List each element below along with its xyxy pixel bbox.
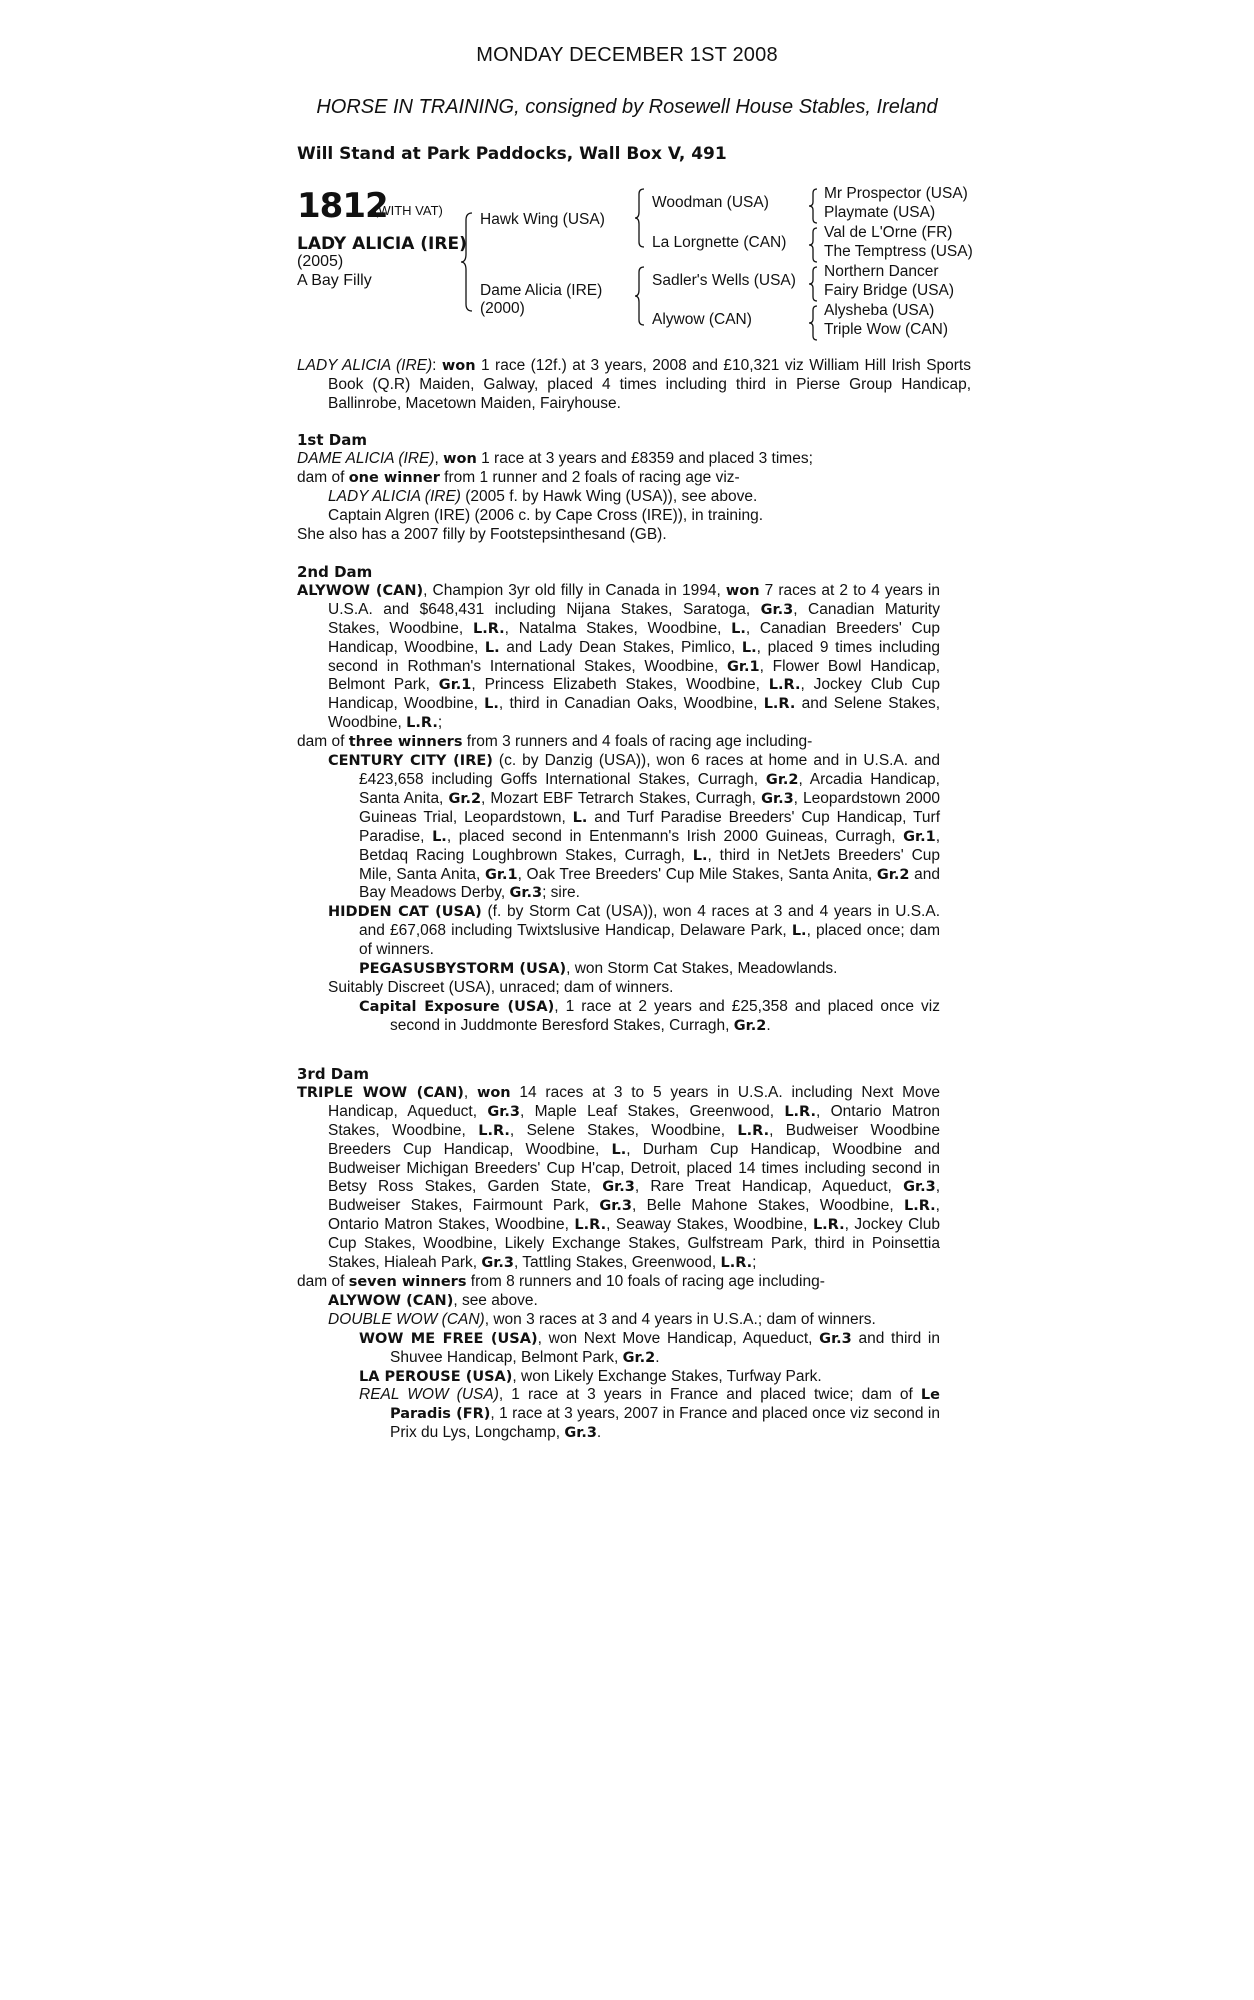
- t: , Betdaq Racing Loughbrown Stakes, Curragh,: [359, 827, 940, 864]
- pedigree-ddd: Triple Wow (CAN): [824, 321, 949, 338]
- pegasusbystorm-record: [297, 960, 940, 979]
- first-dam-text: 1 race at 3 years and £8359 and placed 3 times;: [476, 449, 813, 467]
- t: , Natalma Stakes, Woodbine,: [504, 619, 732, 637]
- t: ,: [463, 1083, 477, 1101]
- grade: Gr.3: [903, 1179, 936, 1196]
- won: won: [725, 582, 760, 599]
- wow-me-free-record: [297, 1330, 940, 1368]
- t: , won Next Move Handicap, Aqueduct,: [537, 1329, 820, 1347]
- pedigree-sds: Val de L'Orne (FR): [824, 224, 953, 241]
- produce-1-name: LADY ALICIA (IRE): [328, 487, 461, 505]
- grade: L.: [432, 828, 447, 845]
- t: , placed once; dam of winners.: [359, 922, 940, 959]
- t: and Turf Paradise Breeders' Cup Handicap, Turf Paradise,: [359, 808, 940, 845]
- grade: Gr.3: [602, 1179, 635, 1196]
- produce-1-text: (2005 f. by Hawk Wing (USA)), see above.: [460, 487, 758, 505]
- grade: L.: [572, 809, 588, 826]
- grade: L.R.: [737, 1122, 770, 1139]
- grade: Gr.1: [438, 677, 472, 694]
- grade: L.: [731, 620, 746, 637]
- t: , Princess Elizabeth Stakes, Woodbine,: [471, 676, 769, 694]
- sale-date: MONDAY DECEMBER 1ST 2008: [476, 44, 778, 66]
- first-dam-section: [297, 431, 940, 544]
- winners: three winners: [348, 734, 463, 751]
- t: dam of: [297, 1272, 349, 1290]
- t: , see above.: [453, 1291, 538, 1309]
- t: , 1 race at 3 years in France and placed twice; dam of: [498, 1386, 921, 1404]
- t: , Champion 3yr old filly in Canada in 1994,: [423, 581, 726, 599]
- pedigree-sire: Hawk Wing (USA): [480, 211, 605, 228]
- suitably-discreet-record: Suitably Discreet (USA), unraced; dam of winners.: [328, 978, 674, 996]
- vat-note: (WITH VAT): [374, 203, 443, 218]
- t: , Seaway Stakes, Woodbine,: [606, 1216, 813, 1234]
- pedigree-brace-sire: [634, 188, 646, 248]
- first-dam-produce-1: [297, 488, 940, 507]
- second-dam-produce-summary: [297, 733, 940, 752]
- first-dam-heading: 1st Dam: [297, 431, 367, 449]
- t: , placed 9 times including second in Rothman's International Stakes, Woodbine,: [328, 638, 940, 675]
- t: , Belle Mahone Stakes, Woodbine,: [631, 1197, 904, 1215]
- grade: Gr.3: [564, 1425, 597, 1442]
- grade: Gr.1: [903, 828, 936, 845]
- capital-exposure-record: [297, 998, 940, 1036]
- century-city-record: [297, 752, 940, 903]
- t: ; sire.: [542, 884, 580, 902]
- t: , Ontario Matron Stakes, Woodbine,: [328, 1102, 941, 1139]
- t: , Oak Tree Breeders' Cup Mile Stakes, Santa Anita,: [517, 865, 877, 883]
- hidden-cat-name: HIDDEN CAT (USA): [328, 904, 482, 921]
- t: , Rare Treat Handicap, Aqueduct,: [634, 1178, 904, 1196]
- grade: L.R.: [812, 1217, 845, 1234]
- t: , Tattling Stakes, Greenwood,: [513, 1254, 721, 1272]
- t: , Jockey Club Cup Handicap, Woodbine,: [328, 676, 940, 713]
- wow-me-free-name: WOW ME FREE (USA): [359, 1330, 538, 1347]
- won: won: [476, 1084, 511, 1101]
- pedigree-ssd: Playmate (USA): [824, 204, 936, 221]
- t: , Maple Leaf Stakes, Greenwood,: [519, 1102, 785, 1120]
- t: , Durham Cup Handicap, Woodbine and Budweiser Michigan Breeders' Cup H'cap, Detroit, placed 14 times including second in Betsy Ross Stakes, Garden State,: [328, 1140, 941, 1196]
- t: , Budweiser Woodbine Breeders Cup Handicap, Woodbine,: [328, 1121, 940, 1158]
- grade: Gr.3: [487, 1103, 520, 1120]
- grade: L.R.: [720, 1255, 753, 1272]
- grade: L.R.: [478, 1122, 510, 1139]
- t: , third in Canadian Oaks, Woodbine,: [498, 695, 764, 713]
- grade: Gr.2: [765, 771, 799, 788]
- third-dam-heading: 3rd Dam: [297, 1065, 369, 1083]
- grade: Gr.3: [481, 1255, 514, 1272]
- pedigree-dsd: Fairy Bridge (USA): [824, 282, 955, 299]
- t: , won 3 races at 3 and 4 years in U.S.A.; dam of winners.: [484, 1310, 876, 1328]
- second-dam-name: ALYWOW (CAN): [297, 582, 424, 599]
- pegasusbystorm-name: PEGASUSBYSTORM (USA): [359, 961, 567, 978]
- first-dam-winners: one winner: [348, 469, 440, 486]
- t: and third in Shuvee Handicap, Belmont Park,: [390, 1329, 940, 1366]
- second-dam-heading: 2nd Dam: [297, 563, 373, 581]
- t: .: [596, 1424, 602, 1442]
- capital-exposure-name: Capital Exposure (USA): [359, 998, 555, 1015]
- first-dam-won: won: [443, 450, 477, 467]
- t: from 8 runners and 10 foals of racing age including-: [466, 1272, 825, 1290]
- real-wow-name: REAL WOW (USA): [359, 1386, 499, 1404]
- t: , Ontario Matron Stakes, Woodbine,: [328, 1197, 940, 1234]
- t: , Canadian Breeders' Cup Handicap, Woodbine,: [328, 619, 940, 656]
- first-dam-name: DAME ALICIA (IRE): [297, 449, 435, 467]
- t: , Budweiser Stakes, Fairmount Park,: [328, 1178, 940, 1215]
- first-dam-produce-summary: [297, 469, 940, 488]
- pedigree-brace-ss: [808, 188, 818, 224]
- t: ;: [437, 714, 443, 732]
- pedigree-brace-main: [460, 212, 474, 312]
- grade: Gr.3: [599, 1198, 632, 1215]
- grade: L.: [741, 639, 757, 656]
- hidden-cat-record: [297, 903, 940, 960]
- pedigree-brace-sd: [808, 227, 818, 263]
- grade: L.R.: [763, 696, 796, 713]
- stand-location: Will Stand at Park Paddocks, Wall Box V, 491: [297, 144, 727, 164]
- pedigree-sire-sire: Woodman (USA): [652, 194, 769, 211]
- t: , 1 race at 3 years, 2007 in France and placed once viz second in Prix du Lys, Longchamp,: [390, 1405, 940, 1442]
- grade: L.R.: [768, 677, 801, 694]
- le-paradis-name: Le Paradis (FR): [390, 1387, 940, 1423]
- pedigree-sdd: The Temptress (USA): [824, 243, 973, 260]
- t: , Leopardstown 2000 Guineas Trial, Leopardstown,: [359, 789, 940, 826]
- double-wow-name: DOUBLE WOW (CAN): [328, 1310, 485, 1328]
- t: dam of: [297, 733, 349, 751]
- race-record: LADY ALICIA (IRE): won 1 race (12f.) at 3 years, 2008 and £10,321 viz William Hill Irish Sports Book (Q.R) Maiden, Galway, placed 4 times including third in Pierse Group Handicap, Ballinrobe, Macetown Maiden, Fairyhouse.: [297, 357, 971, 412]
- first-dam-of: dam of: [297, 468, 349, 486]
- record-won: won: [441, 358, 476, 374]
- t: , third in NetJets Breeders' Cup Mile, Santa Anita,: [359, 846, 940, 883]
- t: , placed second in Entenmann's Irish 2000 Guineas, Curragh,: [446, 827, 904, 845]
- first-dam-also: She also has a 2007 filly by Footstepsinthesand (GB).: [297, 525, 667, 543]
- third-dam-section: [297, 1065, 940, 1443]
- century-city-name: CENTURY CITY (IRE): [328, 753, 493, 770]
- t: .: [655, 1348, 660, 1366]
- second-dam-record: [297, 582, 940, 733]
- grade: L.R.: [784, 1103, 817, 1120]
- horse-description: A Bay Filly: [297, 272, 372, 289]
- t: (f. by Storm Cat (USA)), won 4 races at 3 and 4 years in U.S.A. and £67,068 including Twixtslusive Handicap, Delaware Park,: [359, 903, 940, 940]
- grade: Gr.3: [509, 885, 543, 902]
- first-dam-runners: from 1 runner and 2 foals of racing age viz-: [439, 468, 740, 486]
- third-dam-produce-summary: [297, 1273, 940, 1292]
- grade: Gr.3: [761, 790, 794, 807]
- t: , Jockey Club Cup Stakes, Woodbine, Likely Exchange Stakes, Gulfstream Park, third in Poinsettia Stakes, Hialeah Park,: [328, 1216, 940, 1272]
- t: , 1 race at 2 years and £25,358 and placed once viz second in Juddmonte Beresford Stakes, Curragh,: [390, 997, 940, 1034]
- t: .: [766, 1016, 771, 1034]
- t: ;: [752, 1254, 757, 1272]
- winners: seven winners: [348, 1273, 467, 1290]
- grade: Gr.1: [726, 658, 760, 675]
- grade: L.: [484, 639, 500, 656]
- t: , Selene Stakes, Woodbine,: [509, 1121, 738, 1139]
- grade: L.: [484, 696, 499, 713]
- grade: L.R.: [472, 620, 505, 637]
- pedigree-dam-year: (2000): [480, 300, 525, 317]
- grade: L.: [692, 847, 708, 864]
- grade: Gr.2: [876, 866, 910, 883]
- t: and Lady Dean Stakes, Pimlico,: [499, 638, 742, 656]
- t: and Bay Meadows Derby,: [359, 865, 940, 902]
- grade: Gr.3: [819, 1330, 852, 1347]
- second-dam-section: [297, 563, 940, 1036]
- double-wow-record: [297, 1311, 940, 1330]
- third-dam-record: [297, 1084, 940, 1273]
- pedigree-dam: Dame Alicia (IRE): [480, 282, 603, 299]
- grade: L.R.: [406, 715, 438, 732]
- pedigree-dds: Alysheba (USA): [824, 302, 935, 319]
- t: , Mozart EBF Tetrarch Stakes, Curragh,: [481, 789, 762, 807]
- t: (c. by Danzig (USA)), won 6 races at home and in U.S.A. and £423,658 including Goffs International Stakes, Curragh,: [359, 752, 940, 788]
- grade: L.R.: [574, 1217, 607, 1234]
- first-dam-record: DAME ALICIA (IRE), won 1 race at 3 years and £8359 and placed 3 times;: [297, 449, 813, 467]
- grade: Gr.3: [760, 601, 794, 618]
- record-text: 1 race (12f.) at 3 years, 2008 and £10,321 viz William Hill Irish Sports Book (Q.R) Maiden, Galway, placed 4 times including third in Pierse Group Handicap, Ballinrobe, Macetown Maiden, Fairyhouse.: [328, 357, 971, 412]
- horse-year: (2005): [297, 253, 344, 270]
- grade: L.: [791, 923, 807, 940]
- record-horse-name: LADY ALICIA (IRE): [297, 357, 433, 374]
- t: 7 races at 2 to 4 years in U.S.A. and $648,431 including Nijana Stakes, Saratoga,: [328, 581, 940, 618]
- t: , won Likely Exchange Stakes, Turfway Park.: [512, 1367, 822, 1385]
- pedigree-brace-dam: [634, 266, 646, 326]
- consignment-line: HORSE IN TRAINING, consigned by Rosewell House Stables, Ireland: [316, 96, 938, 118]
- grade: Gr.2: [733, 1017, 767, 1034]
- pedigree-brace-ds: [808, 266, 818, 302]
- pedigree-sire-dam: La Lorgnette (CAN): [652, 234, 787, 251]
- grade: Gr.2: [622, 1349, 656, 1366]
- t: , won Storm Cat Stakes, Meadowlands.: [566, 960, 838, 978]
- t: from 3 runners and 4 foals of racing age including-: [462, 733, 813, 751]
- pedigree-brace-dd: [808, 305, 818, 341]
- t: , Arcadia Handicap, Santa Anita,: [359, 770, 940, 807]
- alywow-record: [297, 1292, 940, 1311]
- t: 14 races at 3 to 5 years in U.S.A. including Next Move Handicap, Aqueduct,: [328, 1083, 940, 1120]
- grade: Gr.1: [484, 866, 518, 883]
- pedigree-dam-dam: Alywow (CAN): [652, 311, 752, 328]
- alywow-name: ALYWOW (CAN): [328, 1292, 454, 1309]
- pedigree-sss: Mr Prospector (USA): [824, 185, 968, 202]
- grade: Gr.2: [448, 790, 482, 807]
- pedigree-dss: Northern Dancer: [824, 263, 939, 280]
- third-dam-name: TRIPLE WOW (CAN): [297, 1084, 464, 1101]
- t: , Flower Bowl Handicap, Belmont Park,: [328, 657, 941, 694]
- la-perouse-name: LA PEROUSE (USA): [359, 1368, 513, 1385]
- grade: L.: [611, 1141, 627, 1158]
- first-dam-produce-2: Captain Algren (IRE) (2006 c. by Cape Cross (IRE)), in training.: [328, 506, 764, 524]
- lot-number: 1812: [297, 186, 388, 226]
- pedigree-dam-sire: Sadler's Wells (USA): [652, 272, 796, 289]
- horse-name: LADY ALICIA (IRE): [297, 234, 467, 254]
- grade: L.R.: [903, 1198, 936, 1215]
- real-wow-record: [297, 1386, 940, 1443]
- la-perouse-record: [297, 1368, 940, 1387]
- t: and Selene Stakes, Woodbine,: [328, 695, 940, 732]
- t: , Canadian Maturity Stakes, Woodbine,: [328, 600, 940, 637]
